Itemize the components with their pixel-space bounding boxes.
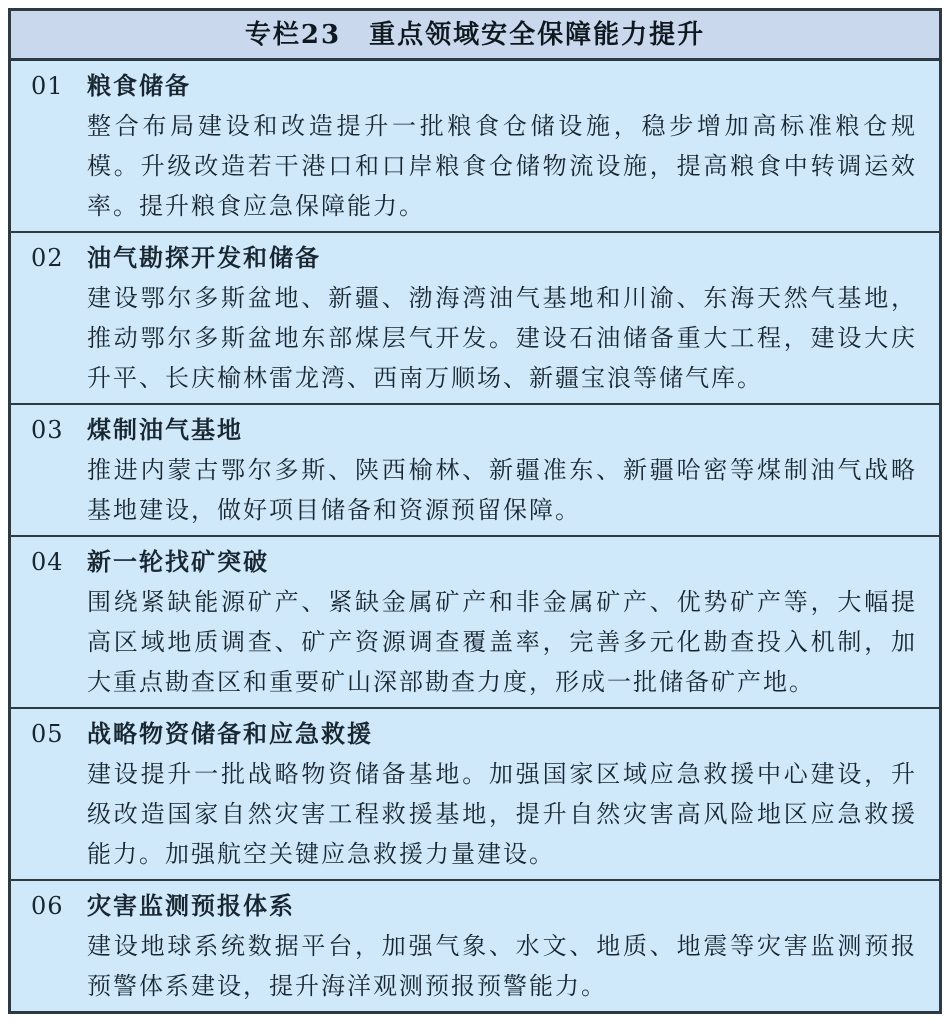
section-title: 粮食储备 xyxy=(87,71,191,100)
section-body: 围绕紧缺能源矿产、紧缺金属矿产和非金属矿产、优势矿产等，大幅提高区域地质调查、矿产资源调查覆盖率，完善多元化勘查投入机制，加大重点勘查区和重要矿山深部勘查力度，形成一批储备矿产地。 xyxy=(87,588,917,696)
section-content xyxy=(87,66,917,226)
section-number: 02 xyxy=(31,244,64,272)
section-title: 煤制油气基地 xyxy=(87,415,243,444)
section-02 xyxy=(11,231,939,403)
section-body: 建设地球系统数据平台，加强气象、水文、地质、地震等灾害监测预报预警体系建设，提升海洋观测预报预警能力。 xyxy=(87,932,917,1000)
section-content xyxy=(87,714,917,874)
section-number: 04 xyxy=(31,548,64,576)
section-content xyxy=(87,886,917,1006)
section-number: 05 xyxy=(31,720,64,748)
section-number: 01 xyxy=(31,72,64,100)
special-column-panel xyxy=(8,8,942,1014)
section-title: 新一轮找矿突破 xyxy=(87,547,269,576)
section-body: 整合布局建设和改造提升一批粮食仓储设施，稳步增加高标准粮仓规模。升级改造若干港口和口岸粮食仓储物流设施，提高粮食中转调运效率。提升粮食应急保障能力。 xyxy=(87,112,917,220)
section-number: 06 xyxy=(31,892,64,920)
section-title: 战略物资储备和应急救援 xyxy=(87,719,373,748)
section-05 xyxy=(11,707,939,879)
section-body: 建设鄂尔多斯盆地、新疆、渤海湾油气基地和川渝、东海天然气基地，推动鄂尔多斯盆地东部煤层气开发。建设石油储备重大工程，建设大庆升平、长庆榆林雷龙湾、西南万顺场、新疆宝浪等储气库。 xyxy=(87,284,917,392)
section-title: 油气勘探开发和储备 xyxy=(87,243,321,272)
section-title: 灾害监测预报体系 xyxy=(87,891,295,920)
section-content xyxy=(87,238,917,398)
section-01 xyxy=(11,61,939,231)
section-06 xyxy=(11,879,939,1011)
section-body: 建设提升一批战略物资储备基地。加强国家区域应急救援中心建设，升级改造国家自然灾害工程救援基地，提升自然灾害高风险地区应急救援能力。加强航空关键应急救援力量建设。 xyxy=(87,760,917,868)
section-04 xyxy=(11,535,939,707)
panel-title: 专栏23 重点领域安全保障能力提升 xyxy=(11,11,939,61)
section-number: 03 xyxy=(31,416,64,444)
section-body: 推进内蒙古鄂尔多斯、陕西榆林、新疆准东、新疆哈密等煤制油气战略基地建设，做好项目储备和资源预留保障。 xyxy=(87,456,917,524)
section-03 xyxy=(11,403,939,535)
section-content xyxy=(87,410,917,530)
section-content xyxy=(87,542,917,702)
